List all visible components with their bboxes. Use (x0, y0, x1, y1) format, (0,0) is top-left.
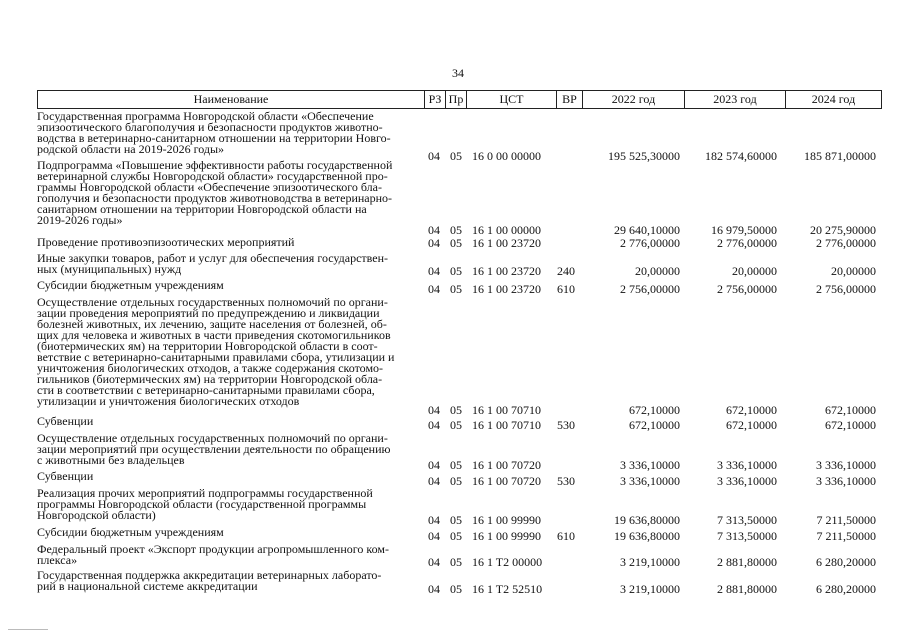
row-11-pr: 05 (450, 555, 462, 569)
row-1-y2023: 16 979,50000 (711, 223, 777, 237)
row-2-rz: 04 (428, 236, 440, 250)
row-10-name: Субсидии бюджетным учреждениям (37, 525, 224, 539)
row-9-pr: 05 (450, 513, 462, 527)
row-4-vr: 610 (557, 282, 575, 296)
row-1-rz: 04 (428, 223, 440, 237)
header-vr: ВР (556, 91, 582, 108)
row-12-y2022: 3 219,10000 (620, 582, 680, 596)
table-header (37, 90, 882, 109)
row-7-cst: 16 1 00 70720 (472, 458, 541, 472)
row-12-y2023: 2 881,80000 (717, 582, 777, 596)
row-7-y2022: 3 336,10000 (620, 458, 680, 472)
row-2-y2023: 2 776,00000 (717, 236, 777, 250)
row-6-rz: 04 (428, 418, 440, 432)
header-pr: Пр (445, 91, 466, 108)
row-7-name: Осуществление отдельных государственных полномочий по органи- зации мероприятий при осуществлении деятельности по обращению с животными без владельцев (37, 431, 391, 467)
row-0-rz: 04 (428, 149, 440, 163)
row-4-rz: 04 (428, 282, 440, 296)
row-3-y2022: 20,00000 (635, 264, 680, 278)
row-0-y2022: 195 525,30000 (608, 149, 680, 163)
row-4-pr: 05 (450, 282, 462, 296)
row-8-name: Субвенции (37, 469, 94, 483)
row-10-cst: 16 1 00 99990 (472, 529, 541, 543)
row-8-y2024: 3 336,10000 (816, 474, 876, 488)
row-9-y2023: 7 313,50000 (717, 513, 777, 527)
row-1-y2022: 29 640,10000 (614, 223, 680, 237)
row-3-rz: 04 (428, 264, 440, 278)
row-11-y2022: 3 219,10000 (620, 555, 680, 569)
row-3-y2023: 20,00000 (732, 264, 777, 278)
row-11-cst: 16 1 T2 00000 (472, 555, 543, 569)
row-0-name: Государственная программа Новгородской области «Обеспечение эпизоотического благополучия и безопасности продуктов животно- водства в ветеринарно-санитарном отношении на территории Новго- родской области на 2019-2026 годы» (37, 109, 391, 156)
row-4-name: Субсидии бюджетным учреждениям (37, 278, 224, 292)
row-5-y2023: 672,10000 (726, 403, 777, 417)
row-2-y2022: 2 776,00000 (620, 236, 680, 250)
row-5-y2022: 672,10000 (629, 403, 680, 417)
header-name: Наименование (193, 92, 269, 106)
row-0-y2024: 185 871,00000 (804, 149, 876, 163)
row-6-pr: 05 (450, 418, 462, 432)
row-8-rz: 04 (428, 474, 440, 488)
row-8-cst: 16 1 00 70720 (472, 474, 541, 488)
row-3-vr: 240 (557, 264, 575, 278)
row-10-vr: 610 (557, 529, 575, 543)
row-4-y2022: 2 756,00000 (620, 282, 680, 296)
row-7-pr: 05 (450, 458, 462, 472)
header-rz: РЗ (424, 91, 445, 108)
row-2-cst: 16 1 00 23720 (472, 236, 541, 250)
row-9-y2024: 7 211,50000 (816, 513, 876, 527)
row-11-y2023: 2 881,80000 (717, 555, 777, 569)
row-1-cst: 16 1 00 00000 (472, 223, 541, 237)
row-4-y2024: 2 756,00000 (816, 282, 876, 296)
footer-divider (8, 629, 48, 630)
row-2-name: Проведение противоэпизоотических мероприятий (37, 235, 295, 249)
row-6-vr: 530 (557, 418, 575, 432)
row-7-rz: 04 (428, 458, 440, 472)
row-9-name: Реализация прочих мероприятий подпрограммы государственной программы Новгородской области (государственной программы Новгородской области) (37, 486, 373, 522)
row-0-y2023: 182 574,60000 (705, 149, 777, 163)
row-1-y2024: 20 275,90000 (810, 223, 876, 237)
row-10-y2024: 7 211,50000 (816, 529, 876, 543)
row-12-pr: 05 (450, 582, 462, 596)
row-10-y2023: 7 313,50000 (717, 529, 777, 543)
row-1-pr: 05 (450, 223, 462, 237)
row-5-pr: 05 (450, 403, 462, 417)
page-number: 34 (452, 66, 464, 80)
row-3-y2024: 20,00000 (831, 264, 876, 278)
header-2022: 2022 год (582, 91, 684, 108)
row-8-pr: 05 (450, 474, 462, 488)
row-5-name: Осуществление отдельных государственных полномочий по органи- зации проведения мероприятий по предупреждению и ликвидации болезней животных, их лечению, защите населения от болезней, об- щих для человека и животных в части приведения скотомогильников (биотермических ям) на территории Новгородской области в соот- ветствие с ветеринарно-санитарными правилами сбора, утилизации и уничтожения биологических отходов, а также содержания скотомо- гильников (биотермических ям) на территории Новгородской обла- сти в соответствии с ветеринарно-санитарными правилами сбора, утилизации и уничтожения биологических отходов (37, 295, 395, 408)
row-6-y2023: 672,10000 (726, 418, 777, 432)
row-3-name: Иные закупки товаров, работ и услуг для обеспечения государствен- ных (муниципальных) нужд (37, 251, 388, 276)
row-6-name: Субвенции (37, 414, 94, 428)
row-6-y2022: 672,10000 (629, 418, 680, 432)
row-2-pr: 05 (450, 236, 462, 250)
header-2023: 2023 год (684, 91, 785, 108)
row-5-rz: 04 (428, 403, 440, 417)
row-6-y2024: 672,10000 (825, 418, 876, 432)
row-10-pr: 05 (450, 529, 462, 543)
row-12-cst: 16 1 T2 52510 (472, 582, 543, 596)
row-9-cst: 16 1 00 99990 (472, 513, 541, 527)
row-8-vr: 530 (557, 474, 575, 488)
row-11-y2024: 6 280,20000 (816, 555, 876, 569)
row-8-y2023: 3 336,10000 (717, 474, 777, 488)
row-9-rz: 04 (428, 513, 440, 527)
row-9-y2022: 19 636,80000 (614, 513, 680, 527)
row-11-name: Федеральный проект «Экспорт продукции агропромышленного ком- плекса» (37, 542, 389, 567)
header-cst: ЦСТ (466, 91, 556, 108)
row-2-y2024: 2 776,00000 (816, 236, 876, 250)
header-2024: 2024 год (785, 91, 881, 108)
row-4-y2023: 2 756,00000 (717, 282, 777, 296)
row-11-rz: 04 (428, 555, 440, 569)
row-6-cst: 16 1 00 70710 (472, 418, 541, 432)
row-3-pr: 05 (450, 264, 462, 278)
row-0-pr: 05 (450, 149, 462, 163)
row-12-y2024: 6 280,20000 (816, 582, 876, 596)
row-10-y2022: 19 636,80000 (614, 529, 680, 543)
row-5-y2024: 672,10000 (825, 403, 876, 417)
row-0-cst: 16 0 00 00000 (472, 149, 541, 163)
row-12-rz: 04 (428, 582, 440, 596)
row-3-cst: 16 1 00 23720 (472, 264, 541, 278)
row-1-name: Подпрограмма «Повышение эффективности работы государственной ветеринарной службы Новгородской области» государственной про- граммы Новгородской области «Обеспечение эпизоотического бла- гополучия и безопасности продуктов животноводства в ветеринарно- санитарном отношении на территории Новгородской области на 2019-2026 годы» (37, 158, 393, 227)
row-5-cst: 16 1 00 70710 (472, 403, 541, 417)
row-7-y2023: 3 336,10000 (717, 458, 777, 472)
row-4-cst: 16 1 00 23720 (472, 282, 541, 296)
row-10-rz: 04 (428, 529, 440, 543)
row-8-y2022: 3 336,10000 (620, 474, 680, 488)
row-7-y2024: 3 336,10000 (816, 458, 876, 472)
row-12-name: Государственная поддержка аккредитации ветеринарных лаборато- рий в национальной системе аккредитации (37, 568, 382, 593)
